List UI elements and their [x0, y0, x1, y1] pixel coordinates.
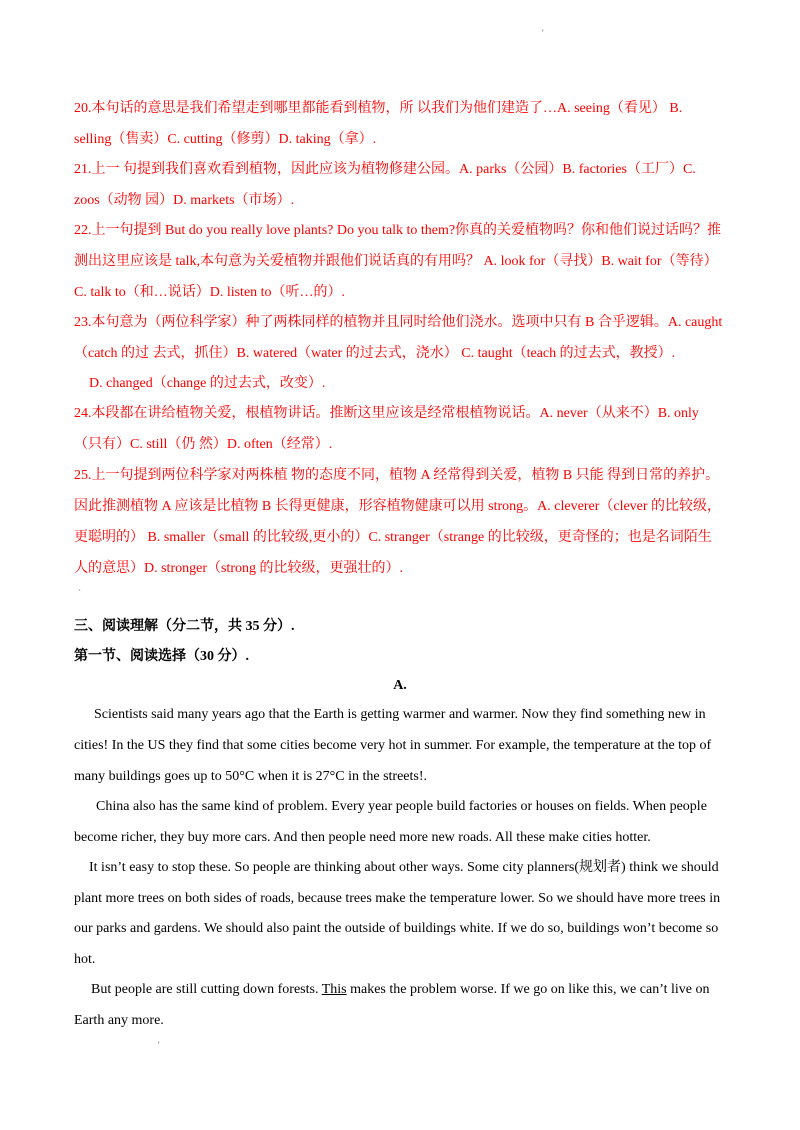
- section-title: 三、阅读理解（分二节，共 35 分）.: [74, 619, 295, 634]
- passage-label: A.: [393, 678, 407, 693]
- bottom-mark: ': [158, 1040, 160, 1050]
- explanation-line: zoos（动物 园）D. markets（市场）.: [74, 193, 295, 208]
- explanation-line: 因此推测植物 A 应该是比植物 B 长得更健康，形容植物健康可以用 strong。A. cleverer（clever 的比较级，: [74, 499, 722, 514]
- explanation-line: 24.本段都在讲给植物关爱，根植物讲话。推断这里应该是经常根植物说话。A. never（从来不）B. only: [74, 406, 699, 421]
- passage-line: many buildings goes up to 50°C when it is 27°C in the streets!.: [74, 769, 428, 784]
- top-mark: ': [542, 28, 544, 38]
- passage-line: our parks and gardens. We should also paint the outside of buildings white. If we do so, buildings won’t become so: [74, 921, 719, 936]
- passage-text: But people are still cutting down forests.: [91, 982, 322, 997]
- explanation-line: 测出这里应该是 talk,本句意为关爱植物并跟他们说话真的有用吗？ A. look for（寻找）B. wait for（等待）: [74, 254, 718, 269]
- passage-line: hot.: [74, 952, 96, 967]
- explanation-line: 更聪明的） B. smaller（small 的比较级,更小的）C. stranger（strange 的比较级，更奇怪的；也是名词陌生: [74, 530, 712, 545]
- subsection-title: 第一节、阅读选择（30 分）.: [74, 649, 249, 664]
- passage-line: [91, 980, 709, 1000]
- passage-text: makes the problem worse. If we go on like this, we can’t live on: [346, 982, 710, 997]
- passage-line: Scientists said many years ago that the Earth is getting warmer and warmer. Now they find something new in: [94, 707, 706, 722]
- explanation-line: （catch 的过 去式，抓住）B. watered（water 的过去式，浇水） C. taught（teach 的过去式，教授）.: [74, 346, 676, 361]
- explanation-line: 25.上一句提到两位科学家对两株植 物的态度不同，植物 A 经常得到关爱，植物 B 只能 得到日常的养护。: [74, 468, 720, 483]
- explanation-line: selling（售卖）C. cutting（修剪）D. taking（拿）.: [74, 132, 377, 147]
- passage-line: plant more trees on both sides of roads, because trees make the temperature lower. So we should have more trees in: [74, 891, 721, 906]
- passage-line: China also has the same kind of problem. Every year people build factories or houses on fields. When people: [96, 799, 707, 814]
- explanation-line: 人的意思）D. stronger（strong 的比较级，更强壮的）.: [74, 561, 403, 576]
- explanation-line: 21.上一 句提到我们喜欢看到植物，因此应该为植物修建公园。A. parks（公园）B. factories（工厂）C.: [74, 162, 696, 177]
- explanation-line: 20.本句话的意思是我们希望走到哪里都能看到植物，所 以我们为他们建造了…A. seeing（看见） B.: [74, 101, 683, 116]
- passage-line: Earth any more.: [74, 1013, 164, 1028]
- explanation-line: 22.上一句提到 But do you really love plants? Do you talk to them?你真的关爱植物吗？你和他们说过话吗？推: [74, 223, 722, 238]
- explanation-line: 23.本句意为（两位科学家）种了两株同样的植物并且同时给他们浇水。选项中只有 B 合乎逻辑。A. caught: [74, 315, 723, 330]
- explanation-line: （只有）C. still（仍 然）D. often（经常）.: [74, 437, 333, 452]
- stray-mark: `: [78, 588, 81, 598]
- explanation-line: D. changed（change 的过去式，改变）.: [89, 376, 326, 391]
- passage-line: It isn’t easy to stop these. So people are thinking about other ways. Some city planners(规划者) think we should: [89, 860, 719, 875]
- underlined-word: This: [321, 982, 347, 997]
- explanation-line: C. talk to（和…说话）D. listen to（听…的）.: [74, 285, 346, 300]
- passage-line: become richer, they buy more cars. And then people need more new roads. All these make cities hotter.: [74, 830, 651, 845]
- passage-line: cities! In the US they find that some cities become very hot in summer. For example, the temperature at the top of: [74, 738, 712, 753]
